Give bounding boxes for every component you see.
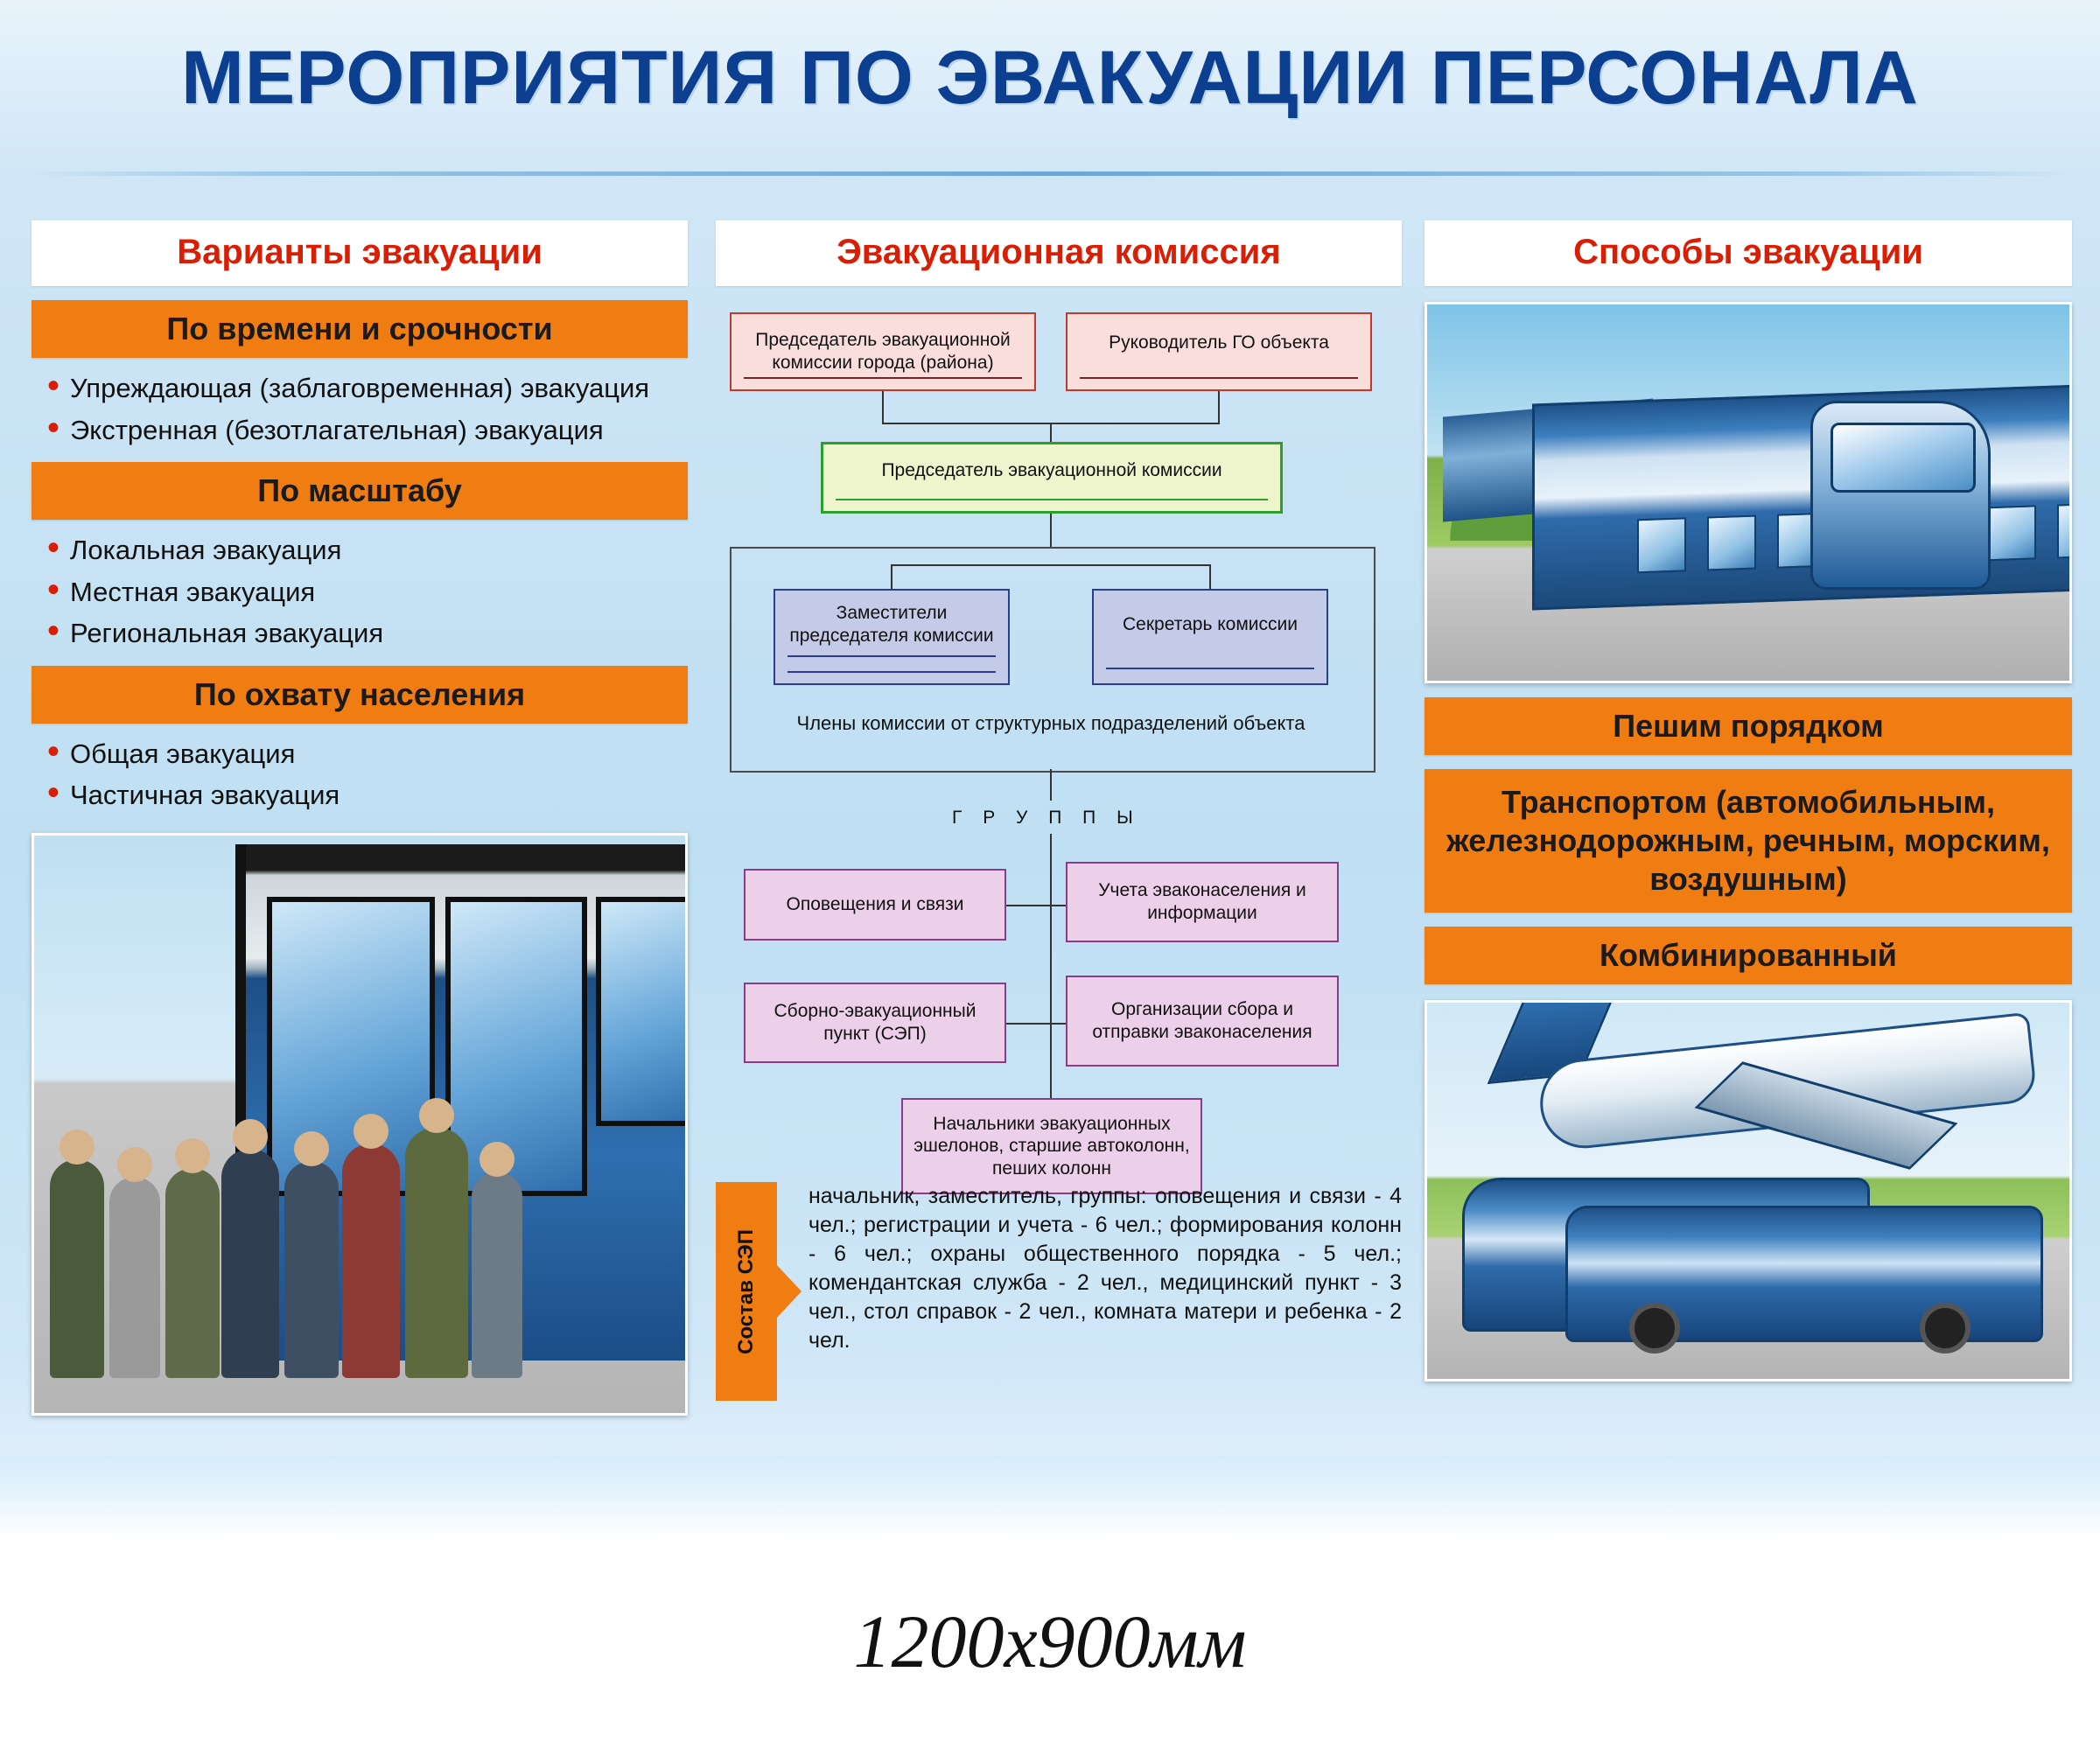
- band-by-coverage: По охвату населения: [32, 666, 688, 724]
- poster-size-caption: [0, 1540, 2100, 1742]
- photo-bus-boarding: [32, 833, 688, 1416]
- person-figure: [109, 1177, 160, 1378]
- connector: [891, 564, 892, 589]
- node-chairman-commission: Председатель эвакуационной комиссии: [821, 442, 1283, 514]
- node-members: Члены комиссии от структурных подразделений объекта: [796, 711, 1306, 734]
- sep-tab-label: Состав СЭП: [734, 1228, 759, 1354]
- band-by-time: По времени и срочности: [32, 300, 688, 358]
- train-front-cab: [1810, 401, 1991, 590]
- node-group-chiefs: Начальники эвакуационных эшелонов, старшие автоколонн, пеших колонн: [901, 1098, 1202, 1194]
- node-group-sep: Сборно-эвакуационный пункт (СЭП): [744, 983, 1006, 1063]
- middle-column-header: Эвакуационная комиссия: [716, 220, 1402, 286]
- node-group-notification: Оповещения и связи: [744, 869, 1006, 941]
- signature-line: [836, 499, 1268, 500]
- person-figure: [50, 1159, 104, 1378]
- connector: [1050, 423, 1052, 442]
- list-by-coverage: [32, 736, 688, 814]
- node-chairman-city: Председатель эвакуационной комиссии города (района): [730, 312, 1036, 391]
- list-item: • Экстренная (безотлагательная) эвакуация: [44, 412, 682, 449]
- node-go-chief: Руководитель ГО объекта: [1066, 312, 1372, 391]
- person-figure: [284, 1161, 339, 1378]
- connector: [891, 564, 1209, 566]
- photo-transport-modes: [1424, 1000, 2072, 1382]
- page-title: МЕРОПРИЯТИЯ ПО ЭВАКУАЦИИ ПЕРСОНАЛА: [181, 36, 1919, 120]
- list-item: • Упреждающая (заблаговременная) эвакуация: [44, 370, 682, 407]
- size-label: 1200х900мм: [853, 1599, 1247, 1683]
- node-group-registration: Учета эваконаселения и информации: [1066, 862, 1339, 942]
- band-by-transport: Транспортом (автомобильным, железнодорожным, речным, морским, воздушным): [1424, 769, 2072, 913]
- signature-line: [788, 671, 996, 673]
- band-on-foot: Пешим порядком: [1424, 697, 2072, 755]
- column-evacuation-methods: [1424, 220, 2072, 1382]
- photo-train: [1424, 302, 2072, 683]
- groups-label: Г Р У П П Ы: [952, 808, 1141, 828]
- right-column-header: Способы эвакуации: [1424, 220, 2072, 286]
- train-window: [1707, 515, 1756, 571]
- list-by-scale: [32, 532, 688, 652]
- person-figure: [165, 1168, 220, 1378]
- connector: [1209, 564, 1211, 589]
- signature-line: [1106, 668, 1314, 669]
- title-divider: [24, 171, 2076, 176]
- connector: [1006, 1023, 1066, 1025]
- node-group-dispatch: Организации сбора и отправки эваконаселения: [1066, 976, 1339, 1067]
- list-item: • Локальная эвакуация: [44, 532, 682, 569]
- bus-illustration-small: [1565, 1206, 2043, 1342]
- connector: [1050, 769, 1052, 801]
- list-item: • Местная эвакуация: [44, 574, 682, 611]
- connector: [1006, 905, 1066, 906]
- node-deputies: Заместители председателя комиссии: [774, 589, 1010, 685]
- connector: [882, 391, 884, 423]
- signature-line: [788, 655, 996, 657]
- band-combined: Комбинированный: [1424, 927, 2072, 984]
- connector: [1050, 834, 1052, 869]
- poster-title: [0, 36, 2100, 120]
- train-window: [1637, 517, 1686, 573]
- left-column-header: Варианты эвакуации: [32, 220, 688, 286]
- column-evacuation-commission: [716, 220, 1402, 1401]
- person-figure: [405, 1128, 468, 1378]
- train-illustration: [1532, 374, 2072, 611]
- column-evacuation-variants: [32, 220, 688, 1416]
- node-secretary: Секретарь комиссии: [1092, 589, 1328, 685]
- sep-composition-text: начальник, заместитель, группы: оповещения и связи - 4 чел.; регистрации и учета - 6 чел.; формирования колонн - 6 чел.; охраны общественного порядка - 5 чел.; комендантская служба - 2 чел., медицинский пункт - 3 чел., стол справок - 2 чел., комната матери и ребенка - 2 чел.: [808, 1184, 1402, 1353]
- train-windshield: [1830, 423, 1976, 493]
- bus-wheel: [1629, 1303, 1680, 1354]
- bus-wheel: [1920, 1303, 1970, 1354]
- person-figure: [221, 1149, 279, 1378]
- person-figure: [342, 1144, 400, 1378]
- list-by-time: [32, 370, 688, 448]
- connector: [1050, 869, 1052, 1123]
- signature-line: [1080, 377, 1358, 379]
- train-window: [2057, 503, 2072, 559]
- band-by-scale: По масштабу: [32, 462, 688, 520]
- list-item: • Общая эвакуация: [44, 736, 682, 773]
- sep-composition-block: [716, 1182, 1402, 1401]
- bus-window: [596, 897, 688, 1126]
- list-item: • Частичная эвакуация: [44, 777, 682, 814]
- train-window: [1987, 505, 2036, 561]
- person-figure: [472, 1172, 522, 1378]
- sep-tab: [716, 1182, 777, 1401]
- signature-line: [744, 377, 1022, 379]
- connector: [1218, 391, 1220, 423]
- connector: [1050, 514, 1052, 547]
- list-item: • Региональная эвакуация: [44, 615, 682, 652]
- commission-org-chart: [716, 302, 1402, 1177]
